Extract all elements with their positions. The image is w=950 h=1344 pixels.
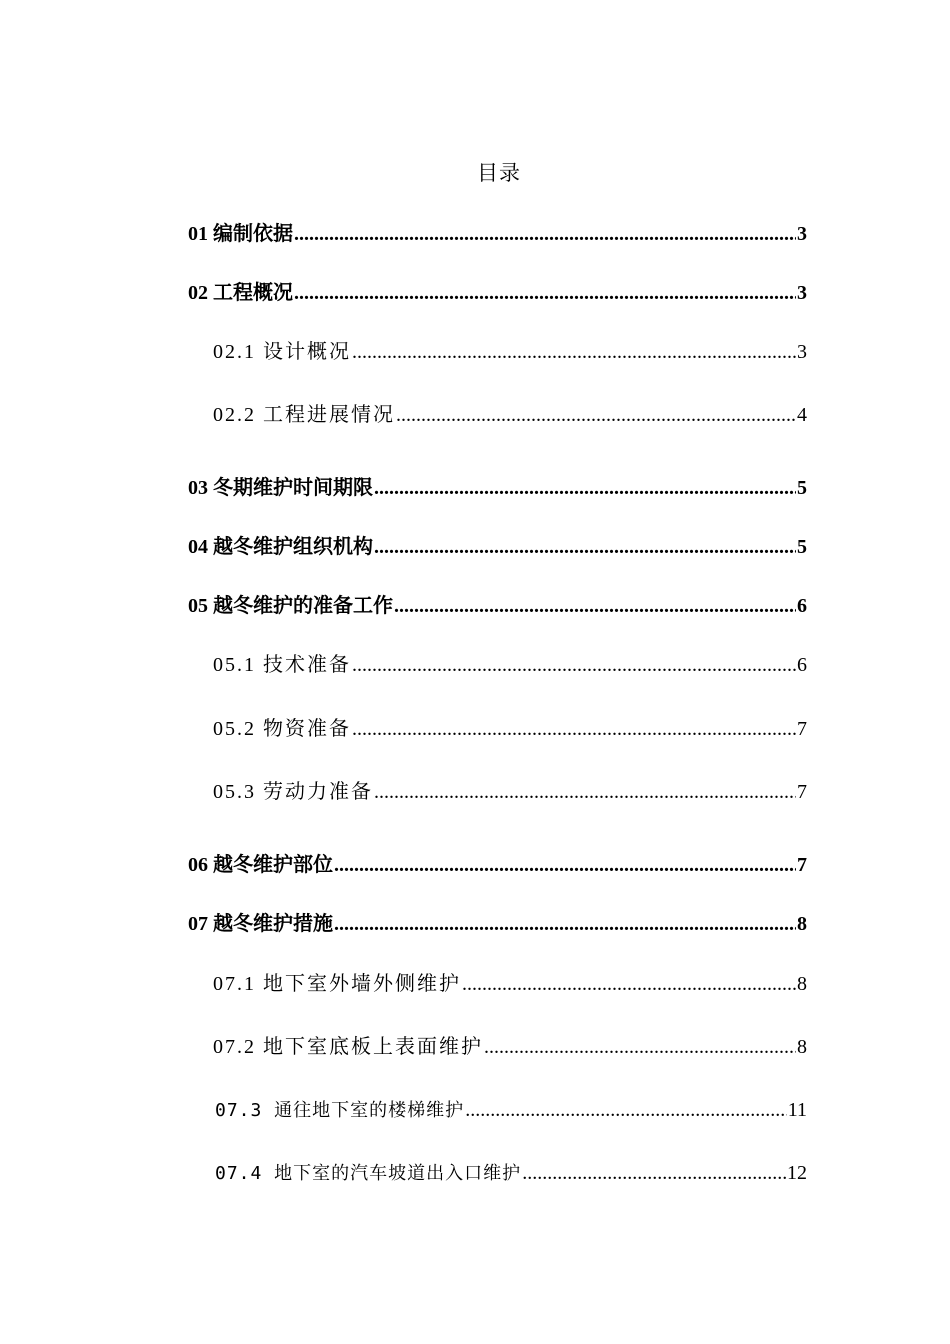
toc-entry-page: 8 [797, 1036, 807, 1058]
toc-entry-page: 3 [797, 223, 807, 245]
toc-entry-page: 3 [797, 341, 807, 363]
toc-entry-02[interactable] [188, 278, 807, 308]
toc-leader-dots [462, 969, 796, 999]
toc-entry-07-2[interactable] [213, 1032, 807, 1062]
toc-leader-dots [334, 909, 796, 939]
toc-leader-dots [334, 850, 796, 880]
toc-entry-page: 11 [787, 1099, 807, 1121]
toc-entry-page: 8 [797, 973, 807, 995]
toc-entry-05-2[interactable] [213, 714, 807, 744]
toc-leader-dots [374, 532, 796, 562]
toc-entry-07[interactable] [188, 909, 807, 939]
toc-entry-label: 05.2 物资准备 [213, 718, 351, 740]
toc-entry-05[interactable] [188, 591, 807, 621]
toc-entry-page: 7 [797, 781, 807, 803]
toc-entry-05-1[interactable] [213, 650, 807, 680]
toc-entry-06[interactable] [188, 850, 807, 880]
toc-entry-label: 07.1 地下室外墙外侧维护 [213, 973, 461, 995]
toc-entry-label: 04 越冬维护组织机构 [188, 536, 373, 558]
toc-entry-01[interactable] [188, 219, 807, 249]
toc-entry-label: 06 越冬维护部位 [188, 854, 333, 876]
toc-entry-label: 07.4 地下室的汽车坡道出入口维护 [215, 1163, 522, 1184]
toc-entry-02-1[interactable] [213, 337, 807, 367]
toc-entry-label: 05 越冬维护的准备工作 [188, 595, 393, 617]
toc-leader-dots [484, 1032, 796, 1062]
toc-entry-label: 07.3 通往地下室的楼梯维护 [215, 1100, 465, 1121]
toc-entry-page: 7 [797, 854, 807, 876]
toc-entry-07-3[interactable] [215, 1095, 807, 1125]
toc-entry-page: 3 [797, 282, 807, 304]
toc-entry-label: 02 工程概况 [188, 282, 293, 304]
toc-entry-page: 5 [797, 536, 807, 558]
toc-entry-07-4[interactable] [215, 1158, 807, 1188]
toc-entry-02-2[interactable] [213, 400, 807, 430]
toc-leader-dots [374, 777, 796, 807]
toc-entry-label: 05.3 劳动力准备 [213, 781, 373, 803]
toc-entry-page: 6 [797, 595, 807, 617]
toc-entry-03[interactable] [188, 473, 807, 503]
toc-entry-label: 05.1 技术准备 [213, 654, 351, 676]
toc-entry-page: 12 [787, 1162, 807, 1184]
toc-entry-page: 4 [797, 404, 807, 426]
toc-leader-dots [522, 1158, 786, 1188]
toc-leader-dots [394, 591, 796, 621]
toc-entry-page: 8 [797, 913, 807, 935]
toc-entry-04[interactable] [188, 532, 807, 562]
toc-title: 目录 [477, 161, 521, 185]
toc-entry-label: 02.2 工程进展情况 [213, 404, 395, 426]
toc-entry-page: 6 [797, 654, 807, 676]
toc-leader-dots [352, 714, 796, 744]
toc-entry-page: 7 [797, 718, 807, 740]
toc-entry-05-3[interactable] [213, 777, 807, 807]
toc-leader-dots [294, 219, 796, 249]
toc-entry-label: 03 冬期维护时间期限 [188, 477, 373, 499]
toc-leader-dots [374, 473, 796, 503]
toc-leader-dots [396, 400, 796, 430]
toc-entry-label: 07 越冬维护措施 [188, 913, 333, 935]
toc-leader-dots [294, 278, 796, 308]
toc-entry-07-1[interactable] [213, 969, 807, 999]
toc-leader-dots [465, 1095, 787, 1125]
toc-leader-dots [352, 650, 796, 680]
toc-entry-page: 5 [797, 477, 807, 499]
toc-entry-label: 02.1 设计概况 [213, 341, 351, 363]
toc-leader-dots [352, 337, 796, 367]
toc-entry-label: 07.2 地下室底板上表面维护 [213, 1036, 483, 1058]
toc-entry-label: 01 编制依据 [188, 223, 293, 245]
